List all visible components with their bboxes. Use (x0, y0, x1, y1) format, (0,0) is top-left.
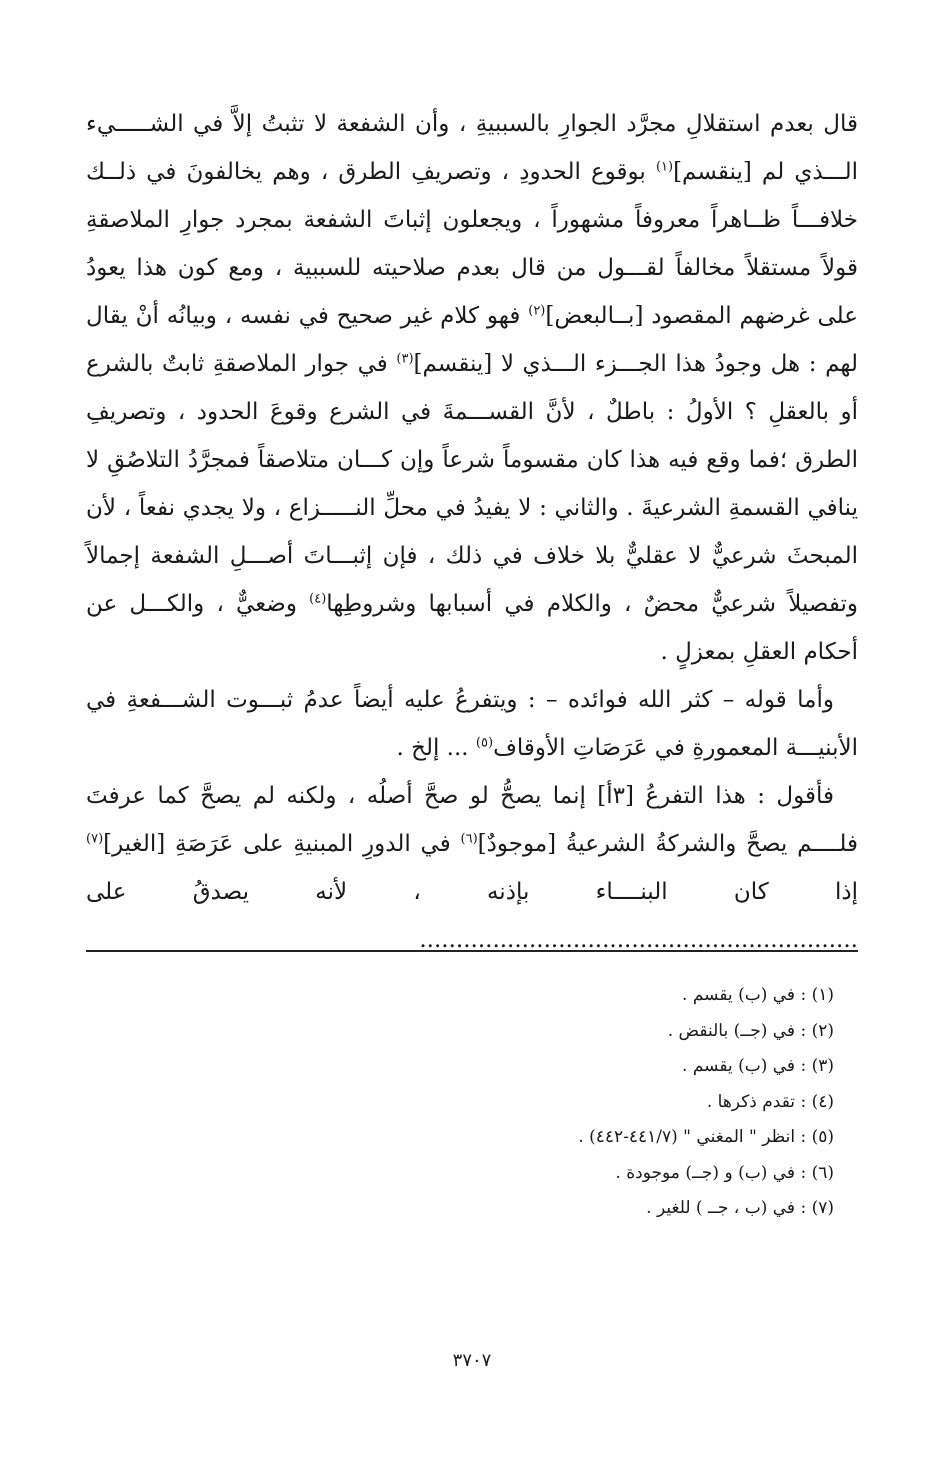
paragraph-1 (86, 100, 858, 676)
footnotes (86, 978, 858, 1227)
footnote-6: (٦) : في (ب) و (جــ) موجودة . (615, 1162, 834, 1183)
paragraph-1-part-4: في جوار الملاصقةِ ثابتٌ بالشرع أو بالعقلِ ؟ الأولُ : باطلٌ ، لأنَّ القســـمةَ في الشرع وقوعَ الحدود ، وتصريفِ الطرق ؛فما وقع فيه هذا كان مقسوماً شرعاً وإن كـــان متلاصقاً فمجرَّدُ التلاصُقِ لا ينافي القسمةِ الشرعيةَ . والثاني : لا يفيدُ في محلِّ النـــــزاع ، ولا يجدي نفعاً ، لأن المبحثَ شرعيٌّ لا عقليٌّ بلا خلاف في ذلك ، فإن إثبـــاتَ أصـــلِ الشفعة إجمالاً وتفصيلاً شرعيٌّ محضٌ ، والكلام في أسبابها وشروطِها (86, 351, 858, 617)
paragraph-3-part-3: إذا كان البنــــاء بإذنه ، لأنه يصدقُ على (86, 879, 858, 905)
footnote-ref-2: (٢) (528, 303, 546, 319)
paragraph-3 (86, 772, 858, 964)
paragraph-2-part-2: ... إلخ . (396, 735, 476, 761)
footnote-5: (٥) : انظر " المغني " (٤٤١/٧-٤٤٢) . (578, 1127, 834, 1147)
footnote-ref-1: (١) (655, 159, 674, 175)
paragraph-1-part-3: فهو كلام غير صحيح في نفسه ، وبيانُه أنْ يقال لهم : هل وجودُ هذا الجـــزء الـــذي لا [ينقسم] (86, 303, 858, 377)
paragraph-2 (86, 676, 858, 772)
paragraph-1-part-1: قال بعدم استقلالِ مجرَّد الجوارِ بالسببيةِ ، وأن الشفعة لا تثبتُ إلاَّ في الشـــــيء الـــذي لم [ينقسم] (86, 111, 859, 185)
footnote-ref-6: (٦) (460, 831, 478, 847)
footnote-ref-3: (٣) (396, 351, 414, 367)
footnote-ref-7: (٧) (86, 831, 104, 847)
footnote-separator (86, 950, 858, 952)
footnote-3: (٣) : في (ب) يقسم . (682, 1056, 834, 1076)
footnote-4: (٤) : تقدم ذكرها . (706, 1091, 834, 1112)
footnote-ref-4: (٤) (309, 591, 327, 607)
footnote-ref-5: (٥) (475, 735, 494, 751)
paragraph-1-part-5: وضعيٌّ ، والكـــل عن أحكام العقلِ بمعزلٍ . (86, 591, 858, 665)
paragraph-2-part-1: وأما قوله – كثر الله فوائده – : ويتفرعُ عليه أيضاً عدمُ ثبـــوت الشـــفعةِ في الأبنيـــة المعمورةِ في عَرَصَاتِ الأوقاف (86, 687, 858, 761)
paragraph-3-part-1: فأقول : هذا التفرعُ [٣أ] إنما يصحُّ لو صحَّ أصلُه ، ولكنه لم يصحَّ كما عرفتَ فلــــم يصحَّ والشركةُ الشرعيةُ [موجودٌ] (86, 783, 858, 857)
paragraph-3-part-2: في الدورِ المبنيةِ على عَرَصَةِ [الغير] (103, 831, 461, 857)
paragraph-1-part-2: بوقوع الحدودِ ، وتصريفِ الطرق ، وهم يخالفونَ في ذلــك خلافـــاً ظــاهراً معروفاً مشهوراً ، ويجعلون إثباتَ الشفعة بمجرد جوارِ الملاصقةِ قولاً مستقلاً مخالفاً لقـــول من قال بعدم صلاحيته للسببية ، ومع كون هذا يعودُ على غرضهم المقصود [بــالبعض] (86, 159, 858, 329)
main-text (86, 100, 858, 964)
footnote-1: (١) : في (ب) يقسم . (682, 985, 834, 1005)
continuation-dots: ............................................................ (419, 927, 858, 953)
page-number: ٣٧٠٧ (452, 1350, 492, 1371)
footnote-2: (٢) : في (جــ) بالنقض . (667, 1020, 834, 1041)
footnote-7: (٧) : في (ب ، جــ ) للغير . (646, 1198, 834, 1218)
